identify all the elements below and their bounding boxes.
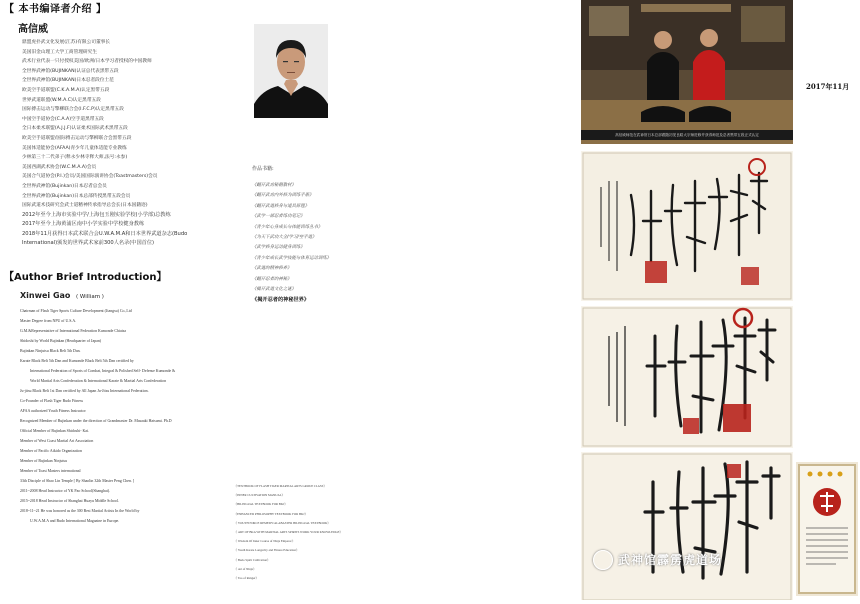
credential-line-cn: 全世界武神馆(BUJINKAN)日本忍者段位士范 xyxy=(22,78,114,84)
dojo-photo xyxy=(581,0,793,144)
photo-date: 2017年11月 xyxy=(806,82,850,91)
credential-line-cn: 中国空手道协会(C.A.A)空手道黑带五段 xyxy=(22,116,104,122)
credentials-list-cn xyxy=(22,38,254,249)
credential-line-en: Member of Pacific Aikido Organization xyxy=(20,449,82,453)
credential-line-cn: International)颁发的世界武术家前300人名录(中国首位) xyxy=(22,240,155,247)
work-title-cn: 《翻开武道修身与道具原理》 xyxy=(252,203,310,209)
credential-line-en: Member of West Coast Martial Art Association xyxy=(20,439,94,443)
credential-line-cn: 全世界武神馆(Bujinkan)日本总部传授黑带五段会员 xyxy=(22,193,131,199)
work-title-cn: 《武道的精神修养》 xyxy=(252,266,292,272)
work-title-en: 《INNER CULTIVATION MANUAL》 xyxy=(234,493,285,498)
credential-line-en: Chairman of Flash Tiger Sports Culture Development (Jiangsu) Co.,Ltd xyxy=(20,309,132,313)
framed-emblem xyxy=(796,462,858,596)
works-title: 作品书籍: xyxy=(252,166,274,172)
credentials-list-en xyxy=(20,306,246,526)
credential-line-cn: 国际搏击运动与擎柳联合会(I.F.C.P)认定黑带五段 xyxy=(22,107,124,113)
credential-line-cn: 欧美空手道联盟(C.K.A.M.A)认定黑带五段 xyxy=(22,87,110,93)
work-title-cn: 《翻开忍者的神秘》 xyxy=(252,276,292,282)
work-title-cn: 《为天下武功大全/学习/空手道》 xyxy=(252,235,317,241)
author-name-en-text: Xinwei Gao xyxy=(20,291,71,300)
work-title-en: 《 Budo Spirit Cultivation》 xyxy=(234,557,271,562)
work-title-en: 《 Art of Ninja》 xyxy=(234,566,257,571)
credential-line-cn: 2017年至今上海黄浦区南中小学实验中学校健身教练 xyxy=(22,221,145,228)
credential-line-en: Co-Founder of Flash Tiger Budo Fitness xyxy=(20,399,84,403)
watermark-text: 武神馆霹雳虎道场 xyxy=(618,553,723,567)
wechat-icon xyxy=(593,550,613,570)
credential-line-en: G.M.&Representative of International Federation Kumonde Chiaisa xyxy=(20,329,126,333)
certificate-scroll-2 xyxy=(581,306,793,448)
credential-line-en: Shidoshi by World Bujinkan (Headquarter of Japan) xyxy=(20,339,102,343)
credential-line-en: Master Degree from NPU of U.S.A. xyxy=(20,319,77,323)
credential-line-en: 2011~2008 Head Instructor of YK Pao School(Shanghai). xyxy=(20,489,111,493)
credential-line-cn: 全日本柔术联盟(A.J.J.F)认证柔术国际武术黑带五段 xyxy=(22,126,128,132)
credential-line-cn: 武术行业代表一只付授权美国/欧洲/日本学习者授权的中国教师 xyxy=(22,59,152,65)
author-name-en xyxy=(20,291,104,300)
work-title-en: 《TEXTBOOK OF FLASH TIGER MARTIAL ARTS GROUP CLASS》 xyxy=(234,484,327,488)
credential-line-cn: 全世界武神馆(Bujinkan)日本忍者总会员 xyxy=(22,183,107,189)
credential-line-cn: 2012年至今上海市实验中学/上海包玉刚实验学校(小学部)总教练 xyxy=(22,211,171,218)
section-heading-en: 【Author Brief Introduction】 xyxy=(4,272,167,283)
work-title-en: 《 Youth Karate Longevity and Fitness Education》 xyxy=(234,548,299,553)
certificate-scroll-3 xyxy=(581,452,793,600)
credential-line-en: U.W.A.M.A and Budo International Magazine in Europe. xyxy=(30,519,120,523)
credential-line-en: International Federation of Sports of Combat, Integral & Polished Self- Defense Kumonde & xyxy=(30,369,176,373)
credential-line-en: Recognized Member of Bujinkan under the direction of Grandmaster Dr. Masaaki Hatsumi. Ph.D xyxy=(20,419,172,423)
credential-line-cn: 世界武道联盟(W.M.A.C)认定黑带五段 xyxy=(22,97,101,103)
author-name-cn: 高信威 xyxy=(18,24,48,35)
credential-line-en: 2015~2018 Head Instructor of Shanghai Huayu Middle School. xyxy=(20,499,119,503)
credential-line-cn: 美国合气道协会(P.I.)会员/美国国际演讲协会(Toastmasters)会员 xyxy=(22,174,158,180)
work-title-cn: 《翻开武功内外修为训练手册》 xyxy=(252,193,314,199)
certificate-scroll-1 xyxy=(581,151,793,301)
photo-caption: 高信威师范在武神馆日本总部跟随初见良昭大宗师进修并获得师范及忍者黑带五段正式认定 xyxy=(581,130,793,140)
credential-line-en: World Martial Arts Confederation & International Karate & Martial Arts Confederation xyxy=(30,379,167,383)
work-title-en: 《ENHANCED PHILOSOPHY TEXTBOOK FOR BKJ》 xyxy=(234,511,308,516)
work-title-en: 《 ART OF BKA WITH MARTIAL ARTS SPIRITS WORK YOUR KNOWLEDGE》 xyxy=(234,530,343,535)
credential-line-en: Ju-jitsu Black Belt 1st Dan certified by All Japan Ju-Jitsu International Federation. xyxy=(20,389,149,393)
work-title-cn-featured: 《揭开忍者的神秘世界》 xyxy=(252,297,310,304)
section-heading-cn: 【 本书编译者介绍 】 xyxy=(4,4,107,15)
work-title-cn: 《翻开武功秘籍教材》 xyxy=(252,183,296,188)
credential-line-en: Member of Bujinkan Ninjutsu xyxy=(20,459,68,463)
credential-line-cn: 国际武道术技研究会武士道精神传承指导总会长(日本国籍迹) xyxy=(22,203,148,209)
credential-line-cn: 美国西湖武术协会(W.C.M.A.A)会员 xyxy=(22,164,97,170)
credential-line-en: Official Member of Bujinkan Shidoshi- Kai. xyxy=(20,429,90,433)
work-title-cn: 《武学修身运动健身训练》 xyxy=(252,245,305,251)
credential-line-en: 2018~11~21 He was honored as the 300 Best Martial Artists In the World by xyxy=(20,509,140,513)
work-title-en: 《 YOUTH FORCE REMEDY/ALABASTER BILINGUAL TEXTBOOK》 xyxy=(234,520,331,525)
work-title-cn: 《青少年心身成长与体能训练丛书》 xyxy=(252,224,323,230)
credential-line-en: 33th Disciple of Shao Lin Temple [ By Shaolin 32th Master Peng Chen. ] xyxy=(20,479,135,483)
credential-line-cn: 欧美空手道联盟/国际搏击运动与擎柳联合会黑带五段 xyxy=(22,135,132,141)
author-portrait xyxy=(254,24,328,118)
work-title-en: 《 Tao of Ranger》 xyxy=(234,576,259,581)
work-title-en: 《 Wisdom Of Inner Course of Ninja Emperor》 xyxy=(234,539,295,544)
work-title-en: 《BILINGUAL TEXTBOOK FOR BKJ》 xyxy=(234,502,288,507)
credential-line-en: Karate Black Belt 5th Dan and Kumonde Black Belt 5th Dan certified by xyxy=(20,359,134,363)
work-title-cn: 《武学一部忍者练功笔记》 xyxy=(252,214,305,220)
works-list-en xyxy=(234,482,374,583)
credential-line-cn: 美国体适能协会(AFAA)青少年儿童体适能专业教练 xyxy=(22,145,127,151)
credential-line-en: AFAA authorized Youth Fitness Instructor xyxy=(20,409,86,413)
credential-line-cn: 鼎盟虎扑武文化发展(江苏)有限公司董事长 xyxy=(22,40,111,45)
credential-line-cn: 美国旧金山理工大学工商管理研究生 xyxy=(22,49,98,55)
credential-line-cn: 全世界武神馆(BUJINKAN)认证总代表黑带五段 xyxy=(22,68,119,74)
work-title-cn: 《青少年成长武学技能与体育运动训练》 xyxy=(252,255,332,261)
credential-line-en: Member of Toast Masters international xyxy=(20,469,81,473)
credential-line-cn: 少林第三十二代弟子(释永少林寺释大师,法号:永参) xyxy=(22,155,128,161)
credential-line-en: Bujinkan Ninjutsu Black Belt 5th Dan. xyxy=(20,349,81,353)
works-list-cn xyxy=(252,181,370,306)
author-alias-en: ( William ) xyxy=(76,294,104,300)
credential-line-cn: 2018年11月获得日本武术联合会U.W.A.M.A和日本世界武道杂志(Budo xyxy=(22,230,188,237)
work-title-cn: 《揭开武道文化之谜》 xyxy=(252,287,296,293)
